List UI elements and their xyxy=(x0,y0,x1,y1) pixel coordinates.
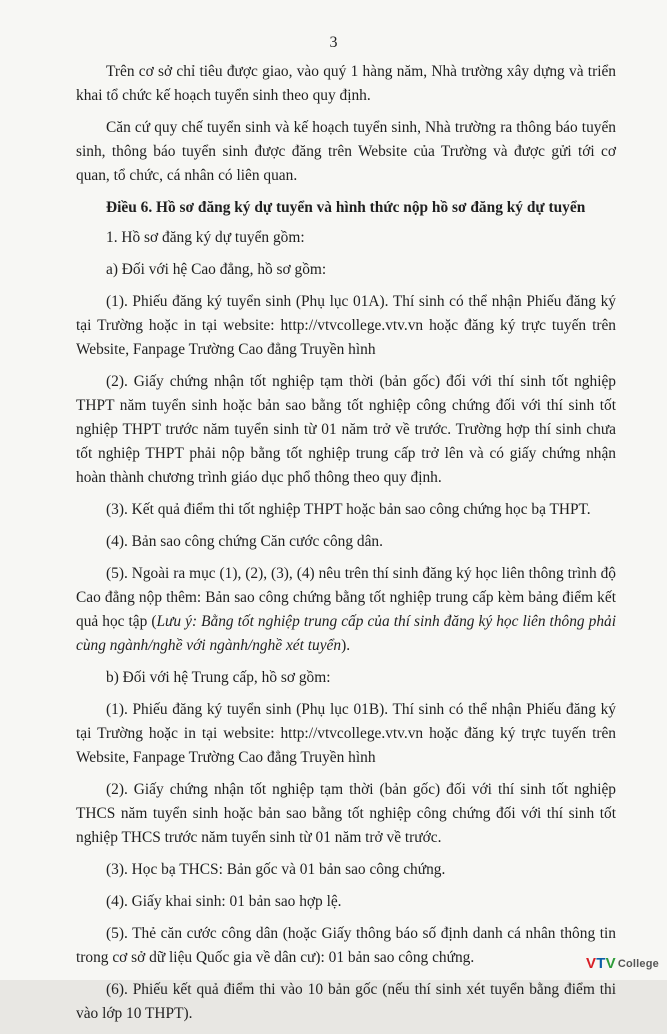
item-a-5 xyxy=(76,562,616,658)
item-a-2: (2). Giấy chứng nhận tốt nghiệp tạm thời (bản gốc) đối với thí sinh tốt nghiệp THPT năm tuyển sinh hoặc bản sao bằng tốt nghiệp công chứng đối với thí sinh tốt nghiệp THPT trước năm tuyển sinh từ 01 năm trở về trước. Trường hợp thí sinh chưa tốt nghiệp THPT phải nộp bằng tốt nghiệp trung cấp trở lên và có giấy chứng nhận hoàn thành chương trình giáo dục phổ thông theo quy định. xyxy=(76,373,616,486)
item-a-3: (3). Kết quả điểm thi tốt nghiệp THPT hoặc bản sao công chứng học bạ THPT. xyxy=(106,501,591,518)
logo-letter-t: T xyxy=(596,955,606,972)
item-a-1: (1). Phiếu đăng ký tuyển sinh (Phụ lục 01A). Thí sinh có thể nhận Phiếu đăng ký tại Trường hoặc in tại website: http://vtvcollege.vtv.vn hoặc đăng ký trực tuyến trên Website, Fanpage Trường Cao đẳng Truyền hình xyxy=(76,293,616,358)
item-b-3: (3). Học bạ THCS: Bản gốc và 01 bản sao công chứng. xyxy=(106,861,446,878)
article-6-heading: Điều 6. Hồ sơ đăng ký dự tuyển và hình thức nộp hồ sơ đăng ký dự tuyển xyxy=(106,199,586,216)
logo-college-text: College xyxy=(617,957,659,970)
logo-letter-v1: V xyxy=(586,955,597,972)
item-b-5: (5). Thẻ căn cước công dân (hoặc Giấy thông báo số định danh cá nhân thông tin trong cơ sở dữ liệu Quốc gia về dân cư): 01 bản sao công chứng. xyxy=(76,925,616,966)
page-number: 3 xyxy=(329,34,338,51)
paragraph-announcement: Căn cứ quy chế tuyển sinh và kế hoạch tuyển sinh, Nhà trường ra thông báo tuyển sinh, thông báo tuyển sinh được đăng trên Website của Trường và được gửi tới cơ quan, tổ chức, cá nhân có liên quan. xyxy=(76,119,616,184)
section-1-title: 1. Hồ sơ đăng ký dự tuyển gồm: xyxy=(106,229,305,246)
item-a-5-note: Lưu ý: Bằng tốt nghiệp trung cấp của thí sinh đăng ký học liên thông phải cùng ngành/nghề với ngành/nghề xét tuyển xyxy=(76,613,616,654)
paragraph-plan: Trên cơ sở chỉ tiêu được giao, vào quý 1 hàng năm, Nhà trường xây dựng và triển khai tổ chức kế hoạch tuyển sinh theo quy định. xyxy=(76,63,616,104)
section-b-title: b) Đối với hệ Trung cấp, hồ sơ gồm: xyxy=(106,669,331,686)
item-b-6: (6). Phiếu kết quả điểm thi vào 10 bản gốc (nếu thí sinh xét tuyển bằng điểm thi vào lớp 10 THPT). xyxy=(76,981,616,1022)
document-body xyxy=(76,60,616,1034)
logo-letter-v2: V xyxy=(605,955,616,972)
vtv-college-logo xyxy=(586,955,659,972)
item-b-4: (4). Giấy khai sinh: 01 bản sao hợp lệ. xyxy=(106,893,342,910)
item-a-5-emphasis: : Bản sao công chứng bằng tốt nghiệp trung cấp kèm bảng điểm kết quả học tập ( xyxy=(76,589,616,630)
item-a-4: (4). Bản sao công chứng Căn cước công dân. xyxy=(106,533,383,550)
item-b-1: (1). Phiếu đăng ký tuyển sinh (Phụ lục 01B). Thí sinh có thể nhận Phiếu đăng ký tại Trường hoặc in tại website: http://vtvcollege.vtv.vn hoặc đăng ký trực tuyến trên Website, Fanpage Trường Cao đẳng Truyền hình xyxy=(76,701,616,766)
section-a-title: a) Đối với hệ Cao đẳng, hồ sơ gồm: xyxy=(106,261,327,278)
item-a-5-lead: (5). Ngoài ra mục (1), (2), (3), (4) nêu trên thí sinh đăng ký học liên thông trình độ Cao đẳng nộp thêm xyxy=(76,565,616,606)
item-a-5-tail: ). xyxy=(341,637,351,654)
item-b-2: (2). Giấy chứng nhận tốt nghiệp tạm thời (bản gốc) đối với thí sinh tốt nghiệp THCS năm tuyển sinh hoặc bản sao bằng tốt nghiệp công chứng đối với thí sinh tốt nghiệp THCS trước năm tuyển sinh từ 01 năm trở về trước. xyxy=(76,781,616,846)
